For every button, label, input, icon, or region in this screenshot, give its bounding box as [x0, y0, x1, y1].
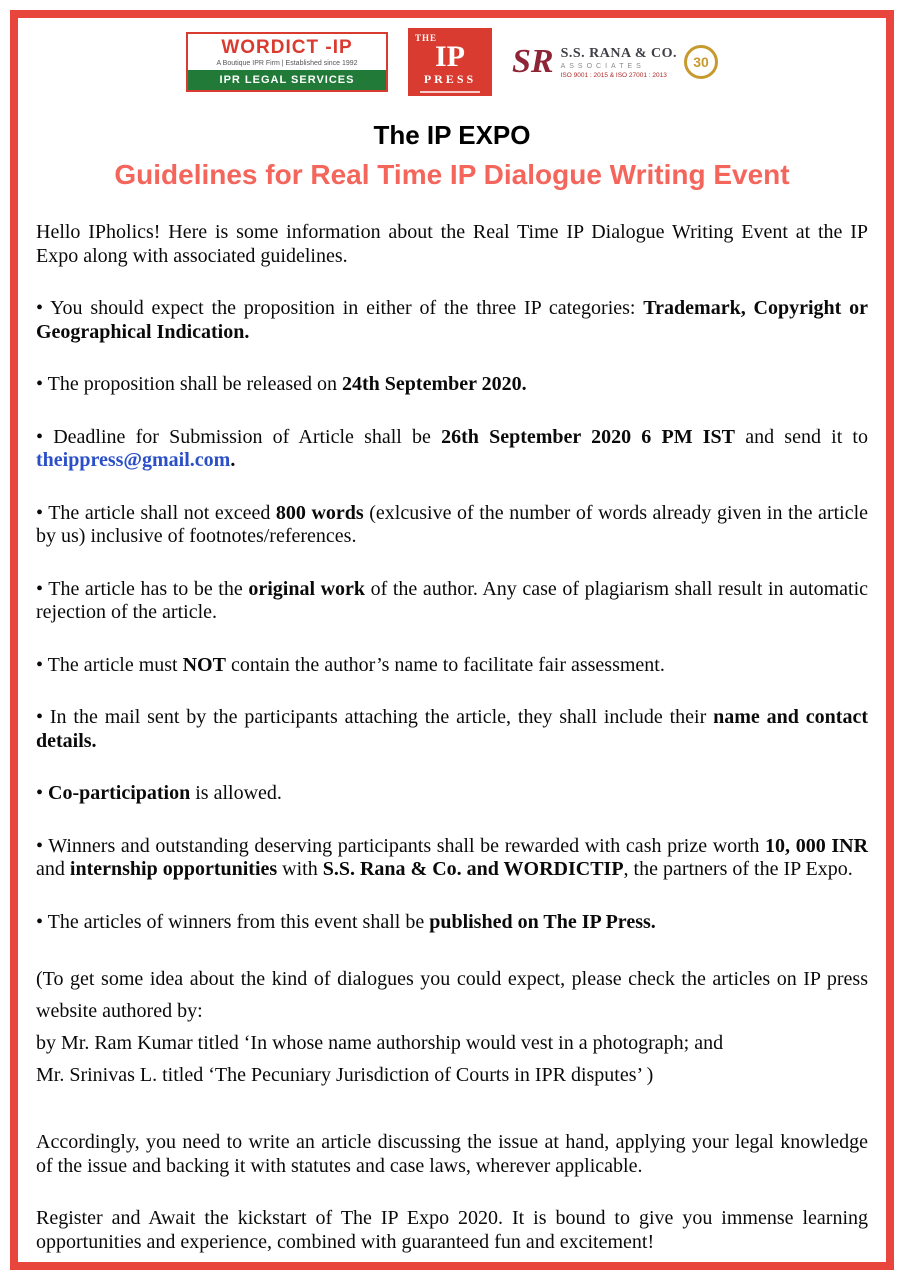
text-segment: and — [36, 858, 70, 880]
text-segment: of the author. Any case of plagiarism shall result in automatic rejection of the article. — [36, 577, 868, 623]
ip-press-ip-label: IP — [435, 40, 465, 73]
text-segment: Trademark, Copyright or Geographical Indication. — [36, 297, 868, 343]
bullet-marker: • — [36, 297, 51, 319]
text-segment: name and contact details. — [36, 706, 868, 752]
bullet-marker: • — [36, 425, 54, 448]
bullet-paragraph — [36, 426, 868, 473]
text-segment: , the partners of the IP Expo. — [623, 858, 853, 880]
text-segment: original work — [248, 577, 366, 600]
text-segment: 800 words — [275, 501, 364, 524]
text-segment: internship opportunities — [69, 858, 278, 880]
email-link[interactable]: theippress@gmail.com — [36, 449, 231, 471]
text-segment: . — [230, 449, 236, 471]
text-segment: 26th September 2020 6 PM IST — [441, 425, 736, 448]
page-title: The IP EXPO — [373, 120, 531, 150]
bullet-marker: • — [36, 501, 49, 524]
ss-rana-name: S.S. RANA & CO. — [560, 45, 677, 61]
bullet-paragraph — [36, 297, 868, 344]
ip-press-rule — [420, 91, 480, 93]
text-segment: 10, 000 INR — [765, 834, 869, 857]
text-segment: The article has to be the — [48, 577, 249, 600]
bullet-marker: • — [36, 373, 48, 395]
paragraph — [36, 1207, 868, 1254]
text-segment: Mr. Srinivas L. titled ‘The Pecuniary Jurisdiction of Courts in IPR disputes’ ) — [36, 1064, 654, 1086]
text-segment: The article shall not exceed — [48, 501, 276, 524]
text-segment: The article must — [47, 653, 183, 676]
page-subtitle: Guidelines for Real Time IP Dialogue Writing Event — [114, 159, 790, 190]
bullet-paragraph — [36, 654, 868, 678]
text-segment: Accordingly, you need to write an article discussing the issue at hand, applying your legal knowledge of the issue and backing it with statutes and case laws, wherever applicable. — [36, 1131, 868, 1177]
ip-press-logo — [408, 28, 492, 96]
text-segment: Co-participation — [48, 782, 191, 804]
bullet-marker: • — [36, 653, 48, 676]
text-segment: Deadline for Submission of Article shall be — [53, 425, 442, 448]
text-segment: Winners and outstanding deserving participants shall be rewarded with cash prize worth — [48, 834, 766, 857]
text-segment: (To get some idea about the kind of dialogues you could expect, please check the articles on IP press website authored by: — [36, 968, 868, 1022]
page-content — [36, 20, 868, 1260]
bullet-marker: • — [36, 910, 48, 933]
paragraph — [36, 221, 868, 268]
bullet-marker: • — [36, 834, 49, 857]
bullet-paragraph — [36, 578, 868, 625]
ss-rana-monogram: SR — [512, 43, 554, 80]
text-segment: S.S. Rana & Co. and WORDICTIP — [322, 858, 624, 880]
ss-rana-logo — [512, 45, 718, 79]
bullet-paragraph — [36, 782, 868, 806]
bullet-marker: • — [36, 782, 49, 804]
ss-rana-30-badge: 30 — [684, 45, 718, 79]
text-segment: In the mail sent by the participants attaching the article, they shall include their — [49, 706, 714, 728]
text-segment: You should expect the proposition in either of the three IP categories: — [50, 297, 644, 319]
text-segment: Hello IPholics! Here is some information about the Real Time IP Dialogue Writing Event at the IP Expo along with associated guidelines. — [36, 221, 868, 267]
logo-row — [36, 20, 868, 96]
text-segment: The articles of winners from this event shall be — [47, 910, 430, 933]
wordict-banner: IPR LEGAL SERVICES — [188, 70, 386, 90]
text-segment: and send it to — [735, 425, 868, 448]
text-segment: NOT — [182, 653, 226, 676]
ss-rana-associates: ASSOCIATES — [560, 62, 645, 70]
text-segment: The proposition shall be released on — [47, 373, 343, 395]
text-segment: with — [277, 858, 323, 880]
text-segment: is allowed. — [190, 782, 282, 804]
text-segment: published on The IP Press. — [429, 910, 656, 933]
bullet-paragraph — [36, 835, 868, 882]
text-segment: Register and Await the kickstart of The IP Expo 2020. It is bound to give you immense learning opportunities and experience, combined with guaranteed fun and excitement! — [36, 1207, 868, 1253]
text-segment: 24th September 2020. — [342, 373, 527, 395]
paragraph — [36, 963, 868, 1091]
bullet-paragraph — [36, 706, 868, 753]
wordict-ip-logo — [186, 32, 388, 92]
bullet-paragraph — [36, 502, 868, 549]
text-segment: contain the author’s name to facilitate fair assessment. — [225, 653, 665, 676]
ip-press-press-label: PRESS — [423, 72, 477, 86]
ss-rana-text-block — [561, 46, 677, 79]
bullet-marker: • — [36, 706, 50, 728]
bullet-marker: • — [36, 577, 49, 600]
bullet-paragraph — [36, 373, 868, 397]
text-segment: by Mr. Ram Kumar titled ‘In whose name authorship would vest in a photograph; and — [36, 1032, 724, 1054]
text-segment: (exlcusive of the number of words already given in the article by us) inclusive of footnotes/references. — [36, 501, 869, 547]
wordict-name: WORDICT -IP — [221, 37, 353, 58]
wordict-tagline: A Boutique IPR Firm | Established since 1992 — [216, 60, 358, 67]
bullet-paragraph — [36, 911, 868, 935]
ip-press-the-label: THE — [415, 33, 438, 43]
paragraph — [36, 1131, 868, 1178]
body-content — [36, 221, 868, 1254]
ss-rana-iso: ISO 9001 : 2015 & ISO 27001 : 2013 — [560, 71, 667, 79]
